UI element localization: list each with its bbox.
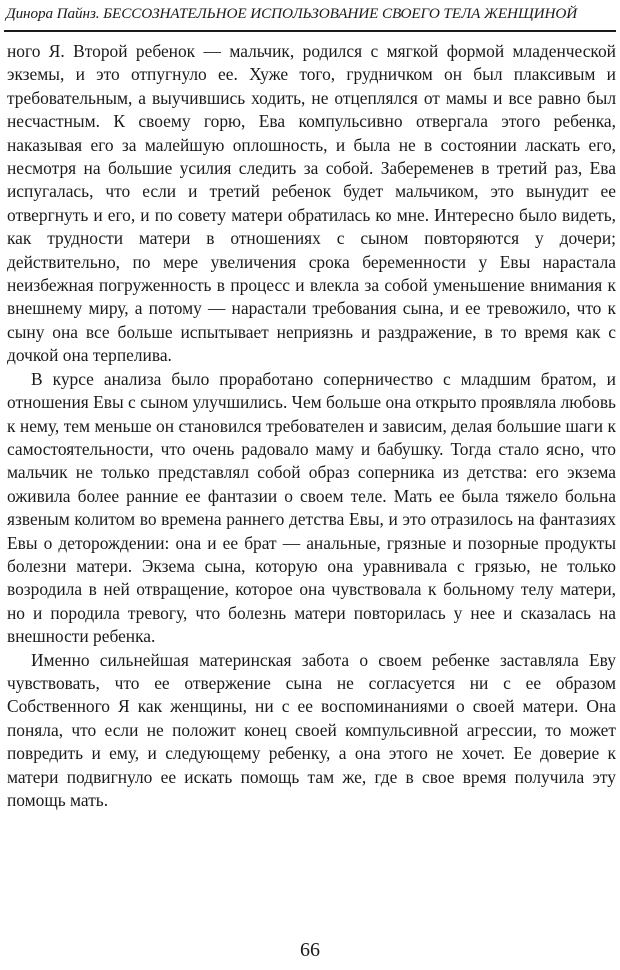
body-text <box>7 40 616 812</box>
header-rule <box>4 30 616 32</box>
running-head: Динора Пайнз. БЕССОЗНАТЕЛЬНОЕ ИСПОЛЬЗОВАНИЕ СВОЕГО ТЕЛА ЖЕНЩИНОЙ <box>6 5 578 22</box>
paragraph: В курсе анализа было проработано соперничество с младшим братом, и отношения Евы с сыном улучшились. Чем больше она открыто проявляла любовь к нему, тем меньше он становился требователен и зависим, делая большие шаги к самостоятельности, что очень радовало маму и бабушку. Тогда стало ясно, что мальчик не только представлял собой образ соперника из детства: его экзема оживила более ранние ее фантазии о своем теле. Мать ее была тяжело больна язвеным колитом во времена раннего детства Евы, и это отразилось на фантазиях Евы о деторождении: она и ее брат — анальные, грязные и позорные продукты болезни матери. Экзема сына, которую она уравнивала с грязью, не только возродила в ней отвращение, которое она чувствовала к больному телу матери, но и породила тревогу, что болезнь матери повторилась у нее и сказалась на внешности ребенка. <box>7 368 616 647</box>
page-number: 66 <box>300 939 320 961</box>
paragraph: Именно сильнейшая материнская забота о своем ребенке заставляла Еву чувствовать, что ее отвержение сына не согласуется ни с ее образом Собственного Я как женщины, ни с ее воспоминаниями о своей матери. Она поняла, что если не положит конец своей компульсивной агрессии, то может повредить и ему, и следующему ребенку, а она этого не хочет. Ее доверие к матери подвигнуло ее искать помощь там же, где в свое время получила эту помощь мать. <box>7 649 616 810</box>
paragraph-continued: ного Я. Второй ребенок — мальчик, родился с мягкой формой младенческой экземы, и это отпугнуло ее. Хуже того, грудничком он был плаксивым и требовательным, а выучившись ходить, не отцеплялся от мамы и все равно был несчастным. К своему горю, Ева компульсивно отвергала этого ребенка, наказывая его за малейшую оплошность, и была не в состоянии ласкать его, несмотря на большие усилия следить за собой. Забеременев в третий раз, Ева испугалась, что если и третий ребенок будет мальчиком, это вынудит ее отвергнуть и его, и по совету матери обратилась ко мне. Интересно было видеть, как трудности матери в отношениях с сыном повторяются у дочери; действительно, по мере увеличения срока беременности у Евы нарастала неизбежная погруженность в процесс и влекла за собой уменьшение внимания к внешнему миру, а потому — нарастали требования сына, и ее тревожило, что к сыну она все больше испытывает неприязнь и раздражение, в то время как с дочкой она терпелива. <box>7 41 616 366</box>
